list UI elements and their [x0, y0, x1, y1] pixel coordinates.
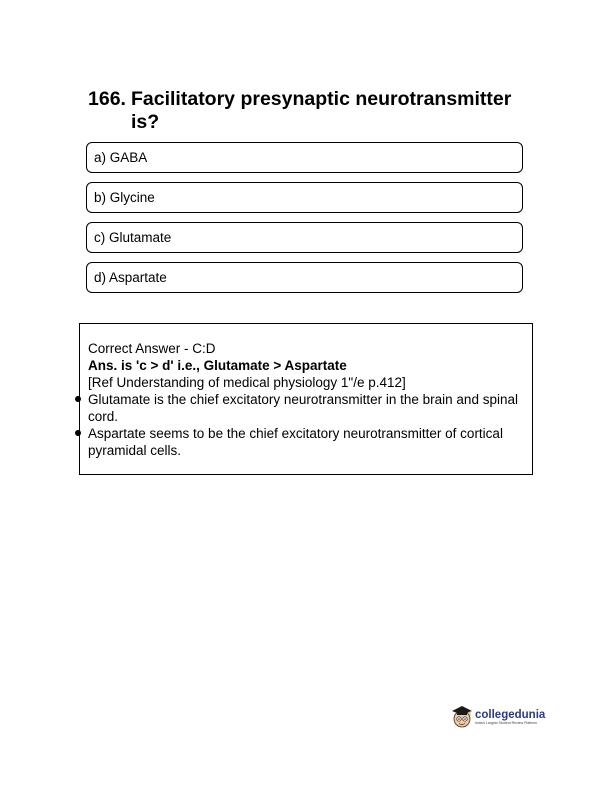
question-number: 166. [88, 88, 126, 110]
option-c[interactable]: c) Glutamate [86, 222, 523, 253]
answer-box [79, 323, 533, 475]
logo-tagline: India's Largest Student Review Platform [475, 720, 538, 725]
logo-name: collegedunia [475, 708, 546, 721]
explanation-title: Ans. is 'c > d' i.e., Glutamate > Aspartate [88, 358, 347, 373]
bullet-text: Aspartate seems to be the chief excitatory neurotransmitter of cortical pyramidal cells. [88, 426, 503, 458]
option-a[interactable]: a) GABA [86, 142, 523, 173]
bullet-item [88, 391, 524, 425]
question [88, 88, 538, 134]
option-d[interactable]: d) Aspartate [86, 262, 523, 293]
question-text: Facilitatory presynaptic neurotransmitter is? [131, 88, 512, 133]
bullet-dot-icon [75, 430, 81, 436]
option-b[interactable]: b) Glycine [86, 182, 523, 213]
collegedunia-logo [451, 705, 545, 729]
bullet-item [88, 425, 524, 459]
bullet-dot-icon [75, 396, 81, 402]
graduate-mascot-icon [451, 705, 473, 729]
correct-answer: Correct Answer - C:D [88, 341, 216, 356]
bullet-text: Glutamate is the chief excitatory neurotransmitter in the brain and spinal cord. [88, 392, 518, 424]
reference: [Ref Understanding of medical physiology 1"/e p.412] [88, 375, 406, 390]
